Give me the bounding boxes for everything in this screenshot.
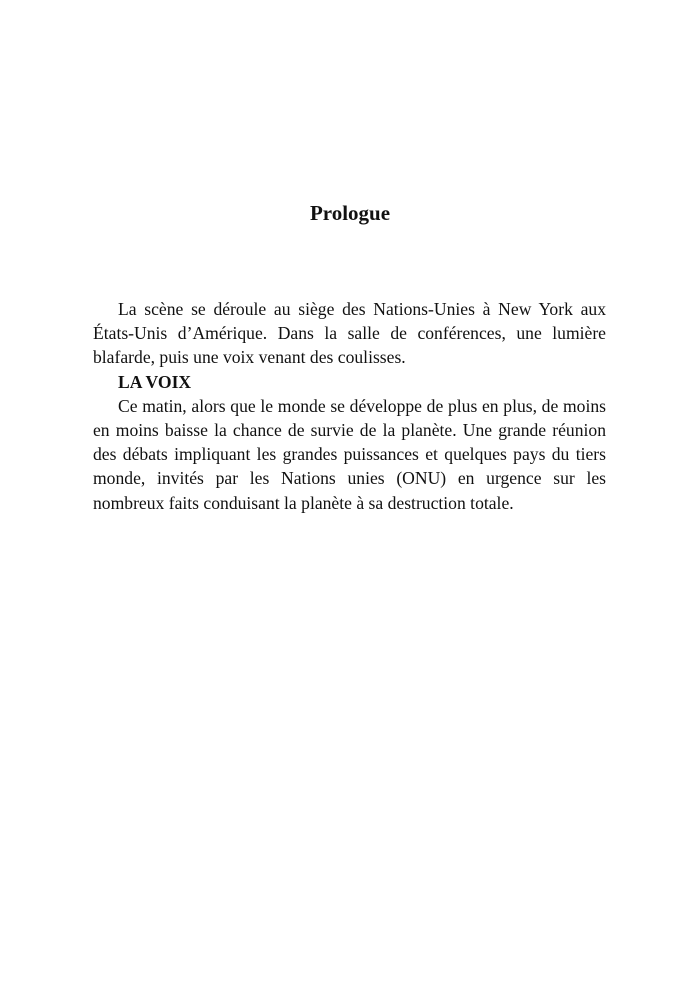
chapter-body [93,297,606,515]
speech-paragraph: Ce matin, alors que le monde se développe de plus en plus, de moins en moins baisse la chance de survie de la planète. Une grande réunion des débats impliquant les grandes puissances et quelques pays du tiers monde, invités par les Nations unies (ONU) en urgence sur les nombreux faits conduisant la planète à sa destruction totale. [93,395,606,513]
stage-direction-paragraph: La scène se déroule au siège des Nations-Unies à New York aux États-Unis d’Amérique. Dans la salle de conférences, une lumière blafarde, puis une voix venant des coulisses. [93,299,606,368]
chapter-title: Prologue [309,201,391,225]
speaker-name: LA VOIX [118,371,192,392]
